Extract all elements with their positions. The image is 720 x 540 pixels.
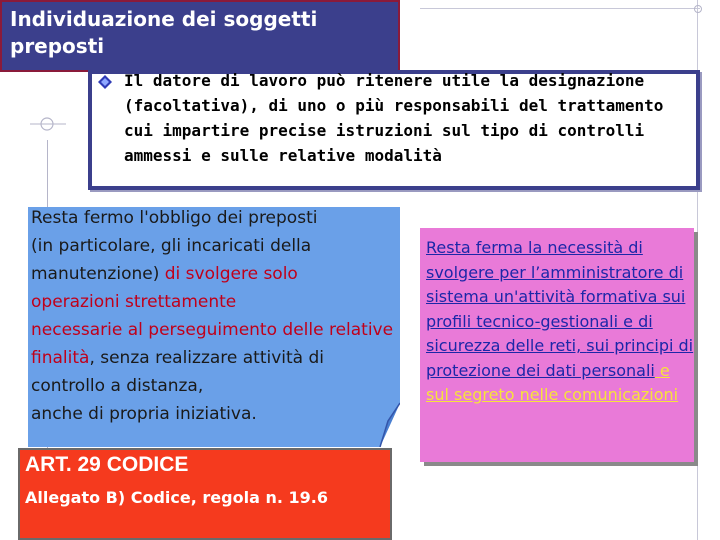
reference-title: ART. 29 CODICE xyxy=(25,453,189,476)
pink-text-highlight: e sul segreto nelle comunicazioni xyxy=(426,360,679,404)
bullet-text: Il datore di lavoro può ritenere utile la designazione (facoltativa), di uno o più responsabili del trattamento cui impartire precise istruzioni sul tipo di controlli ammessi e sulle relative modalità xyxy=(124,71,664,165)
crosshair-icon xyxy=(30,104,66,144)
note-text xyxy=(31,204,411,428)
reference-subtitle: Allegato B) Codice, regola n. 19.6 xyxy=(25,488,328,507)
pink-text-part: sui principi di protezione dei dati personali xyxy=(426,336,694,380)
note-text-span: , senza realizzare attività di xyxy=(89,348,325,368)
decorative-horizontal-line xyxy=(420,8,700,9)
note-highlight: operazioni strettamente xyxy=(31,292,237,312)
note-line: (in particolare, gli incaricati della xyxy=(31,236,312,256)
note-line: controllo a distanza, xyxy=(31,376,204,396)
note-line xyxy=(31,260,411,288)
pink-callout-text xyxy=(426,236,694,408)
decorative-dot xyxy=(694,5,702,13)
diamond-bullet-icon xyxy=(98,75,112,89)
note-line: Resta fermo l'obbligo dei preposti xyxy=(31,208,318,228)
note-highlight: necessarie al perseguimento delle relative xyxy=(31,320,394,340)
note-line xyxy=(31,344,411,372)
note-line: anche di propria iniziativa. xyxy=(31,404,257,424)
note-highlight: di svolgere solo xyxy=(164,264,298,284)
pink-text-part: sui profili tecnico-gestionali e di sicurezza delle reti, xyxy=(426,287,686,355)
note-text-span: manutenzione) xyxy=(31,264,165,284)
slide-title: Individuazione dei soggetti preposti xyxy=(0,0,400,72)
pink-text-part: Resta ferma la necessità di svolgere per l’amministratore di sistema un'attività formativa xyxy=(426,238,684,306)
note-highlight: finalità xyxy=(31,348,90,368)
